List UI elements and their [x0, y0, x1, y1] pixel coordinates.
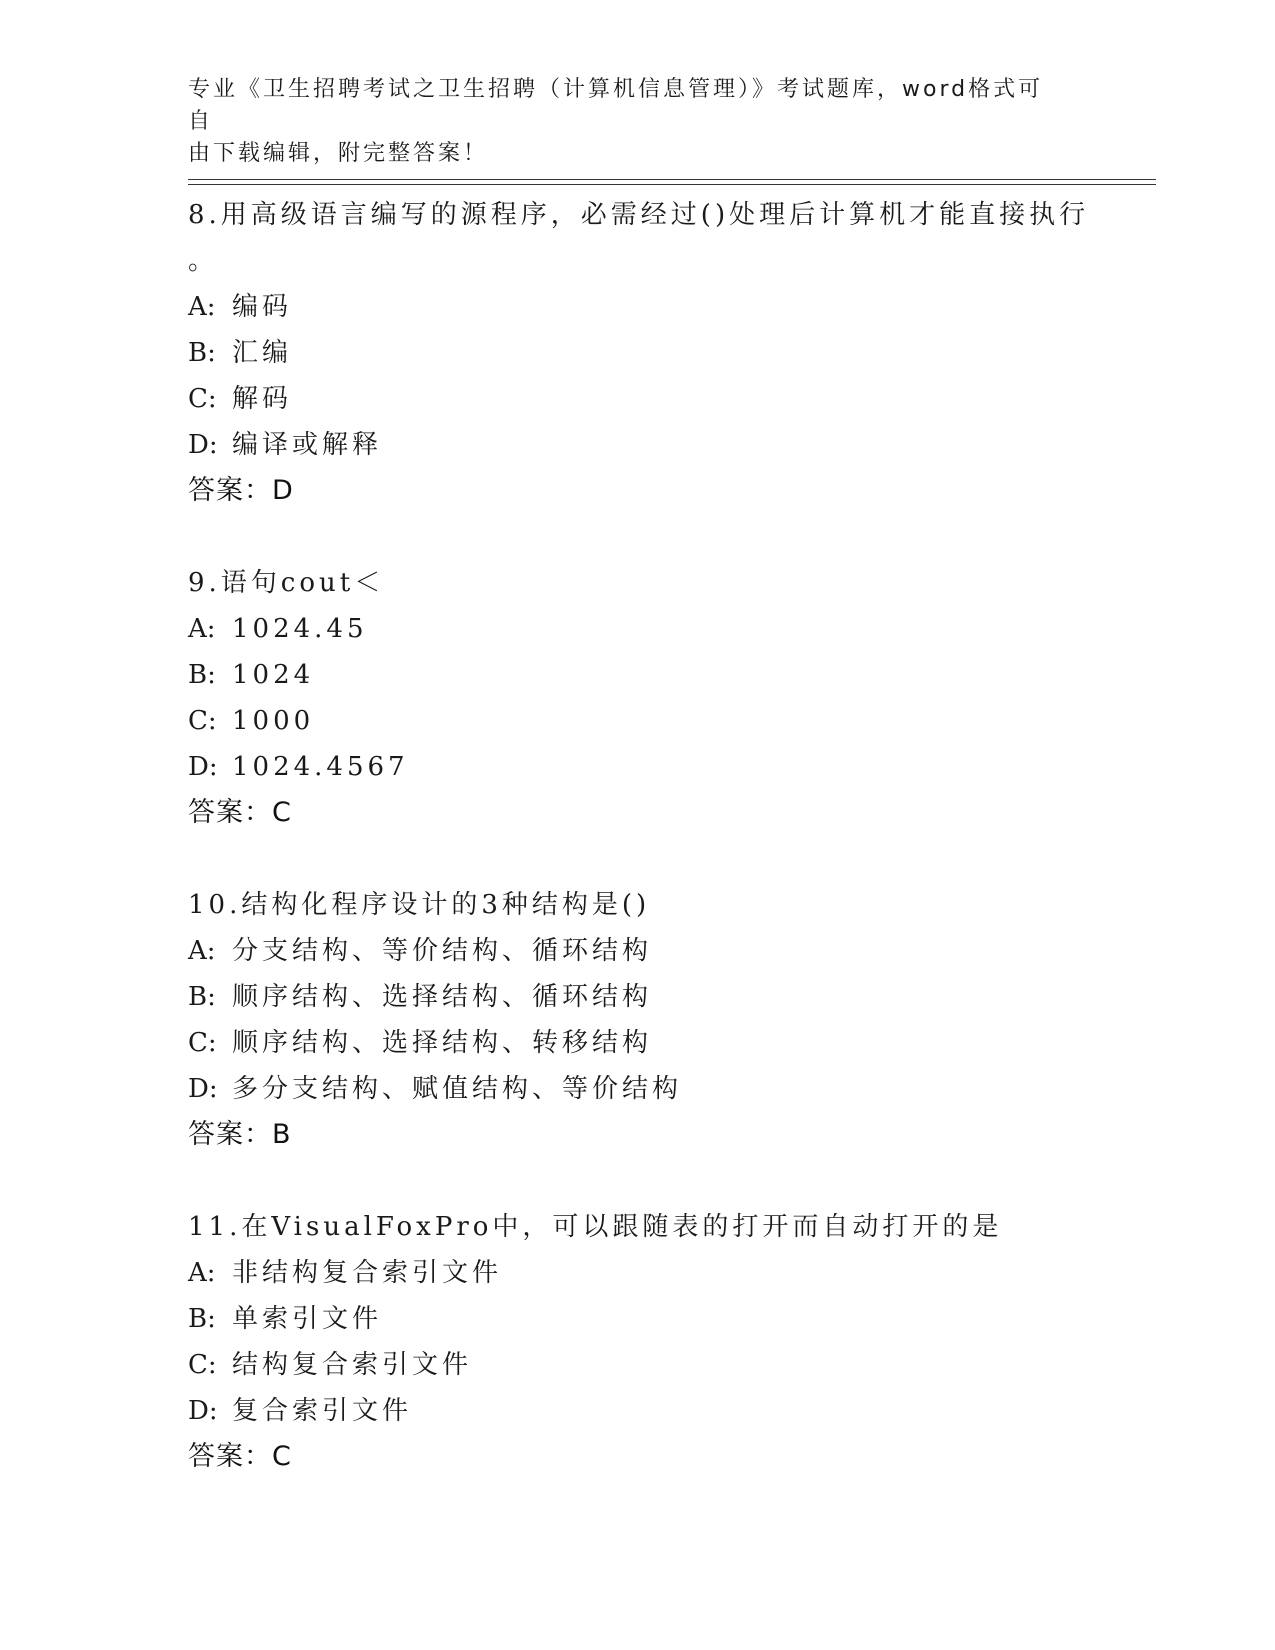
header-divider-top: [188, 179, 1156, 180]
option-letter: C:: [188, 384, 217, 414]
option-letter: A:: [188, 936, 216, 966]
option-text: 1024.4567: [232, 752, 409, 782]
option-text: 1000: [232, 706, 315, 736]
option-text: 1024: [232, 660, 315, 690]
answer-label: 答案：C: [188, 797, 292, 828]
option-b: [188, 974, 1088, 1020]
answer-label: 答案：C: [188, 1441, 292, 1472]
option-a: [188, 284, 1088, 330]
option-d: [188, 1388, 1088, 1434]
option-d: [188, 422, 1088, 468]
option-letter: D:: [188, 430, 218, 460]
header-line-1: 专业《卫生招聘考试之卫生招聘（计算机信息管理）》考试题库，word格式可自: [188, 77, 1044, 134]
question-stem: 9.语句cout＜: [188, 568, 385, 598]
option-c: [188, 1342, 1088, 1388]
option-text: 复合索引文件: [232, 1396, 413, 1426]
option-letter: B:: [188, 338, 216, 368]
option-b: [188, 652, 1088, 698]
option-text: 编译或解释: [232, 430, 383, 460]
question-stem: 11.在VisualFoxPro中，可以跟随表的打开而自动打开的是: [188, 1212, 1003, 1242]
option-a: [188, 1250, 1088, 1296]
option-text: 编码: [232, 292, 293, 322]
answer-label: 答案：D: [188, 475, 294, 506]
question-stem: 10.结构化程序设计的3种结构是(): [188, 890, 651, 920]
option-letter: C:: [188, 1028, 217, 1058]
question-stem-continuation: 。: [188, 246, 215, 276]
question-list: [188, 192, 1088, 1526]
question-8: [188, 192, 1088, 514]
option-letter: A:: [188, 292, 216, 322]
option-b: [188, 330, 1088, 376]
option-text: 顺序结构、选择结构、循环结构: [232, 982, 653, 1012]
option-a: [188, 928, 1088, 974]
option-letter: A:: [188, 614, 216, 644]
option-letter: B:: [188, 660, 216, 690]
option-d: [188, 744, 1088, 790]
option-text: 多分支结构、赋值结构、等价结构: [232, 1074, 683, 1104]
question-11: [188, 1204, 1088, 1480]
option-b: [188, 1296, 1088, 1342]
option-text: 汇编: [232, 338, 293, 368]
option-text: 1024.45: [232, 614, 368, 644]
document-header: [188, 74, 1068, 170]
option-a: [188, 606, 1088, 652]
option-c: [188, 376, 1088, 422]
option-letter: A:: [188, 1258, 216, 1288]
option-c: [188, 698, 1088, 744]
option-letter: B:: [188, 982, 216, 1012]
question-stem: 8.用高级语言编写的源程序，必需经过()处理后计算机才能直接执行: [188, 200, 1090, 230]
option-letter: D:: [188, 752, 218, 782]
header-line-2: 由下载编辑，附完整答案！: [188, 141, 489, 166]
option-letter: B:: [188, 1304, 216, 1334]
option-text: 分支结构、等价结构、循环结构: [232, 936, 653, 966]
option-c: [188, 1020, 1088, 1066]
question-10: [188, 882, 1088, 1158]
option-text: 解码: [232, 384, 293, 414]
option-letter: C:: [188, 1350, 217, 1380]
option-text: 单索引文件: [232, 1304, 383, 1334]
header-divider-bottom: [188, 184, 1156, 185]
question-9: [188, 560, 1088, 836]
option-text: 非结构复合索引文件: [232, 1258, 503, 1288]
option-text: 顺序结构、选择结构、转移结构: [232, 1028, 653, 1058]
option-letter: D:: [188, 1074, 218, 1104]
option-letter: D:: [188, 1396, 218, 1426]
answer-label: 答案：B: [188, 1119, 292, 1150]
option-text: 结构复合索引文件: [232, 1350, 473, 1380]
option-d: [188, 1066, 1088, 1112]
option-letter: C:: [188, 706, 217, 736]
